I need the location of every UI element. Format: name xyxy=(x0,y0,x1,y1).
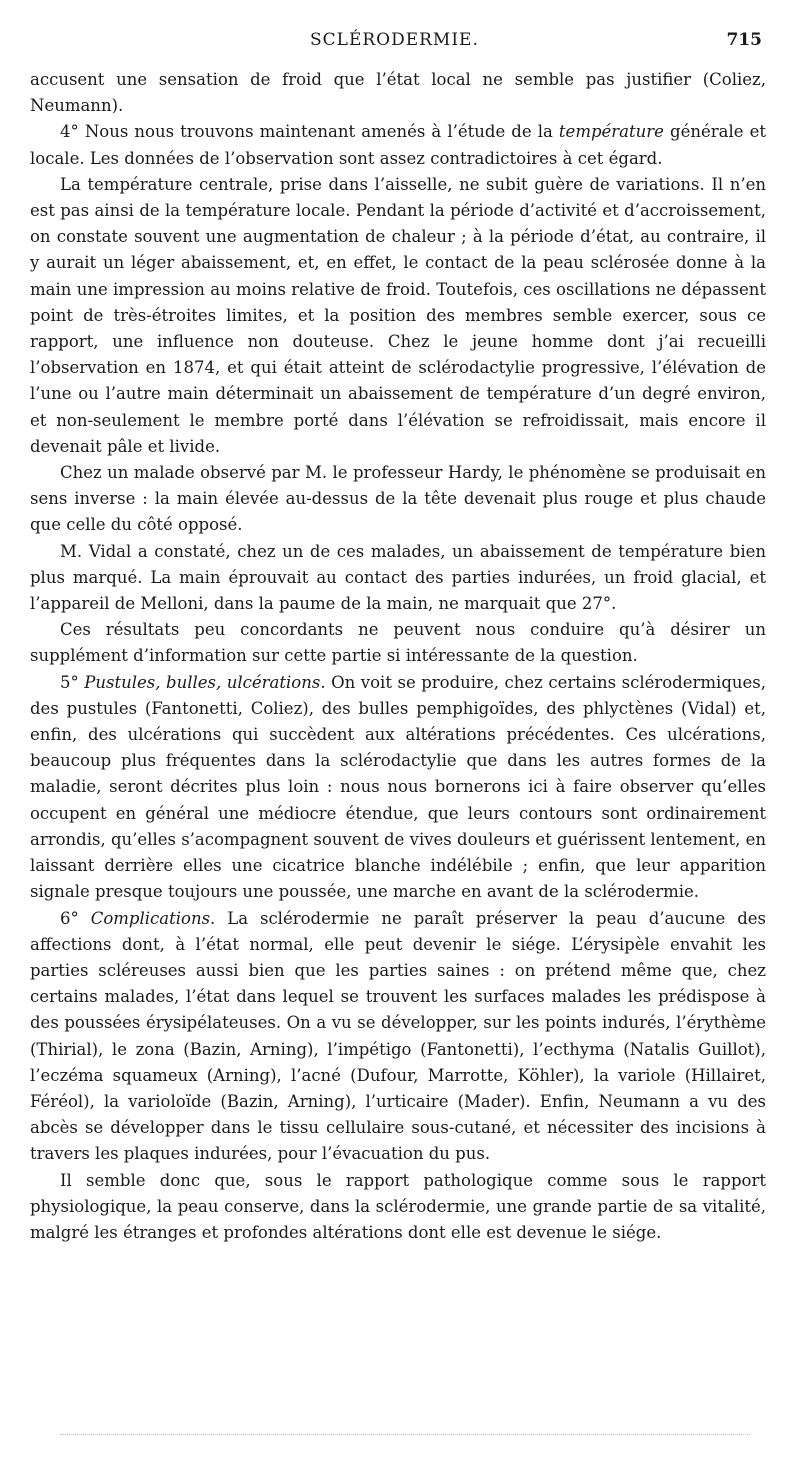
paragraph-text: 4° Nous nous trouvons maintenant amenés à l’étude de la xyxy=(60,122,559,142)
paragraph xyxy=(30,617,766,669)
paragraph-text: 6° xyxy=(60,908,91,928)
footer-dotted-rule xyxy=(60,1434,750,1435)
paragraph xyxy=(30,172,766,460)
paragraph-text: La sclérodermie ne paraît préserver la peau d’aucune des affections dont, à l’état normal, elle peut devenir le siége. L’érysipèle envahit les parties scléreuses aussi bien que les parties saines : on prétend même que, chez certains malades, l’état dans lequel se trouvent les surfaces malades les prédispose à des poussées érysipélateuses. On a vu se développer, sur les points indurés, l’érythème (Thirial), le zona (Bazin, Arning), l’impétigo (Fantonetti), l’ecthyma (Natalis Guillot), l’eczéma squameux (Arning), l’acné (Dufour, Marrotte, Köhler), la variole (Hillairet, Féréol), la varioloïde (Bazin, Arning), l’urticaire (Mader). Enfin, Neumann a vu des abcès se développer dans le tissu cellulaire sous-cutané, et nécessiter des incisions à travers les plaques indurées, pour l’évacuation du pus. xyxy=(30,908,767,1164)
paragraph xyxy=(30,67,766,119)
paragraph-text: Ces résultats peu concordants ne peuvent nous conduire qu’à désirer un supplément d’information sur cette partie si intéressante de la question. xyxy=(30,620,766,666)
paragraph-text: La température centrale, prise dans l’aisselle, ne subit guère de variations. Il n’en est pas ainsi de la température locale. Pendant la période d’activité et d’accroissement, on constate souvent une augmentation de chaleur ; à la période d’état, au contraire, il y aurait un léger abaissement, et, en effet, le contact de la peau sclérosée donne à la main une impression au moins relative de froid. Toutefois, ces oscillations ne dépassent point de très-étroites limites, et la position des membres semble exercer, sous ce rapport, une influence non douteuse. Chez le jeune homme dont j’ai recueilli l’observation en 1874, et qui était atteint de sclérodactylie progressive, l’élévation de l’une ou l’autre main déterminait un abaissement de température d’un degré environ, et non-seulement le membre porté dans l’élévation se refroidissait, mais encore il devenait pâle et livide. xyxy=(30,174,766,456)
paragraph xyxy=(30,1168,766,1247)
paragraph xyxy=(30,460,766,539)
paragraph-text: 5° xyxy=(60,672,85,692)
italic-heading-text: Complications. xyxy=(90,908,216,928)
paragraph xyxy=(30,906,766,1168)
paragraph-text: Il semble donc que, sous le rapport pathologique comme sous le rapport physiologique, la peau conserve, dans la sclérodermie, une grande partie de sa vitalité, malgré les étranges et profondes altérations dont elle est devenue le siége. xyxy=(30,1170,766,1242)
italic-heading-text: Pustules, bulles, ulcérations. xyxy=(84,672,326,692)
paragraph-text: accusent une sensation de froid que l’état local ne semble pas justifier (Coliez, Neumann). xyxy=(30,70,766,116)
paragraph-text: générale et locale. Les données de l’observation sont assez contradictoires à cet égard. xyxy=(30,122,766,168)
page-header xyxy=(0,30,800,56)
paragraph xyxy=(30,119,766,171)
body-text xyxy=(30,67,766,1246)
paragraph xyxy=(30,539,766,618)
paragraph-text: M. Vidal a constaté, chez un de ces malades, un abaissement de température bien plus marqué. La main éprouvait au contact des parties indurées, un froid glacial, et l’appareil de Melloni, dans la paume de la main, ne marquait que 27°. xyxy=(30,541,766,614)
paragraph-text: Chez un malade observé par M. le professeur Hardy, le phénomène se produisait en sens inverse : la main élevée au-dessus de la tête devenait plus rouge et plus chaude que celle du côté opposé. xyxy=(30,463,766,535)
paragraph-text: On voit se produire, chez certains sclérodermiques, des pustules (Fantonetti, Coliez), des bulles pemphigoïdes, des phlyctènes (Vidal) et, enfin, des ulcérations qui succèdent aux altérations précédentes. Ces ulcérations, beaucoup plus fréquentes dans la sclérodactylie que dans les autres formes de la maladie, seront décrites plus loin : nous nous bornerons ici à faire observer qu’elles occupent en général une médiocre étendue, que leurs contours sont ordinairement arrondis, qu’elles s’acompagnent souvent de vives douleurs et guérissent lentement, en laissant derrière elles une cicatrice blanche indélébile ; enfin, que leur apparition signale presque toujours une poussée, une marche en avant de la sclérodermie. xyxy=(30,672,766,902)
page-number: 715 xyxy=(726,30,762,50)
italic-heading-text: température xyxy=(558,122,664,142)
paragraph xyxy=(30,670,766,906)
running-title: SCLÉRODERMIE. xyxy=(310,30,479,50)
